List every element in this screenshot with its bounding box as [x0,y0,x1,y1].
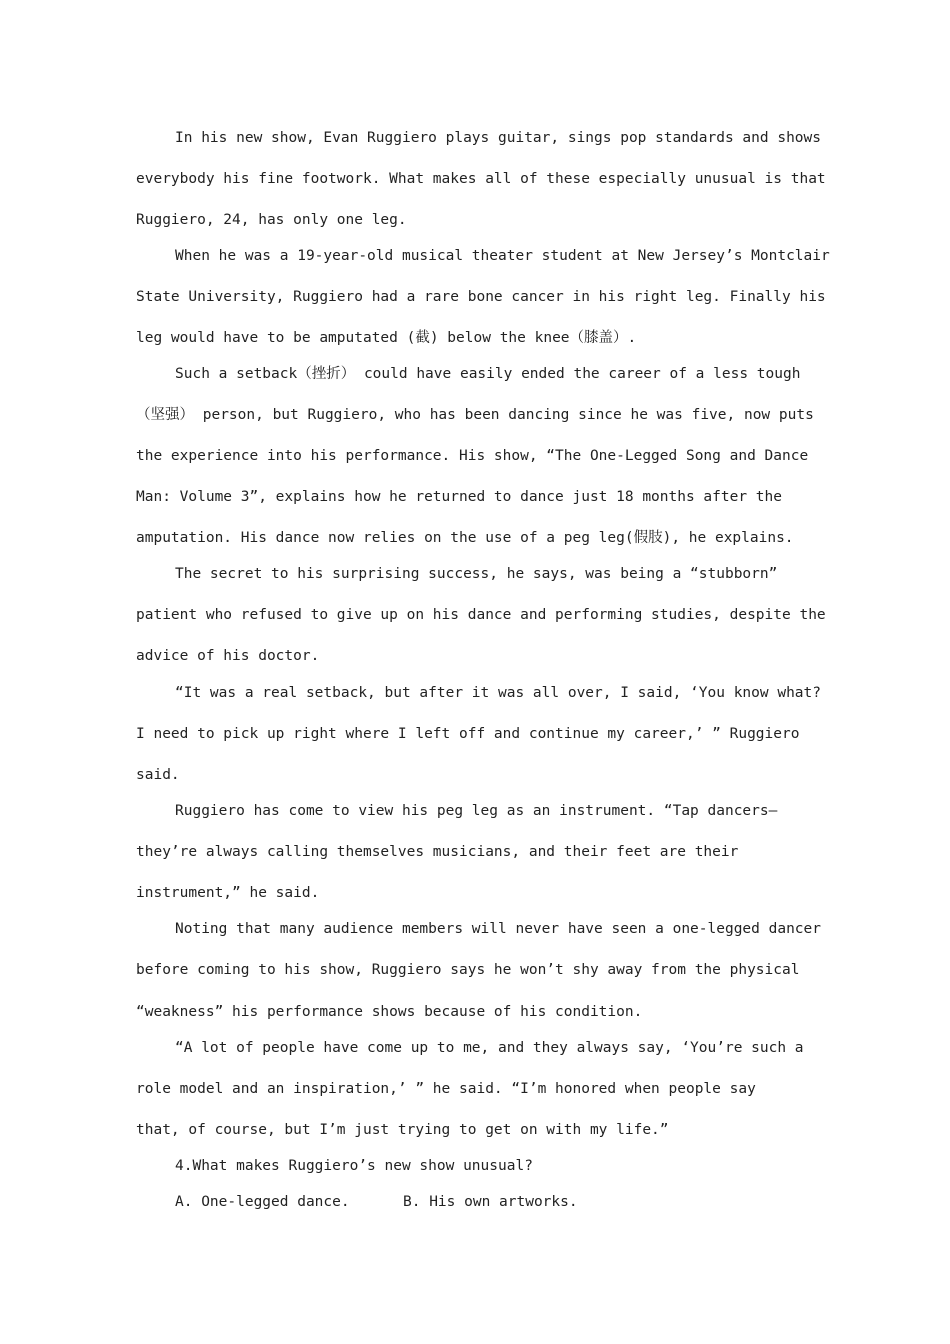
paragraph-line: （坚强） person, but Ruggiero, who has been dancing since he was five, now puts [136,407,814,423]
option-b: B. His own artworks. [403,1194,578,1210]
paragraph-line: “It was a real setback, but after it was all over, I said, ‘You know what? [175,685,822,701]
paragraph-line: Man: Volume 3”, explains how he returned to dance just 18 months after the [136,489,783,505]
paragraph-line: said. [136,767,180,783]
paragraph-line: In his new show, Evan Ruggiero plays guitar, sings pop standards and shows [175,130,822,146]
paragraph-line: patient who refused to give up on his dance and performing studies, despite the [136,607,826,623]
paragraph-line: advice of his doctor. [136,648,320,664]
paragraph-line: the experience into his performance. His show, “The One-Legged Song and Dance [136,448,809,464]
paragraph-line: I need to pick up right where I left off and continue my career,’ ” Ruggiero [136,726,800,742]
paragraph-line: Noting that many audience members will never have seen a one-legged dancer [175,921,822,937]
paragraph-line: State University, Ruggiero had a rare bone cancer in his right leg. Finally his [136,289,826,305]
paragraph-line: role model and an inspiration,’ ” he said. “I’m honored when people say [136,1081,756,1097]
question-stem: 4.What makes Ruggiero’s new show unusual? [175,1158,533,1174]
paragraph-line: everybody his fine footwork. What makes all of these especially unusual is that [136,171,826,187]
paragraph-line: Ruggiero, 24, has only one leg. [136,212,407,228]
paragraph-line: The secret to his surprising success, he says, was being a “stubborn” [175,566,778,582]
paragraph-line: When he was a 19-year-old musical theater student at New Jersey’s Montclair [175,248,830,264]
paragraph-line: instrument,” he said. [136,885,320,901]
paragraph-line: before coming to his show, Ruggiero says he won’t shy away from the physical [136,962,800,978]
option-a: A. One-legged dance. [175,1194,350,1210]
paragraph-line: “A lot of people have come up to me, and they always say, ‘You’re such a [175,1040,804,1056]
paragraph-line: they’re always calling themselves musicians, and their feet are their [136,844,739,860]
paragraph-line: that, of course, but I’m just trying to get on with my life.” [136,1122,669,1138]
paragraph-line: leg would have to be amputated (截) below the knee（膝盖）. [136,330,637,346]
paragraph-line: amputation. His dance now relies on the use of a peg leg(假肢), he explains. [136,530,794,546]
paragraph-line: Ruggiero has come to view his peg leg as an instrument. “Tap dancers— [175,803,778,819]
paragraph-line: Such a setback（挫折） could have easily ended the career of a less tough [175,366,801,382]
paragraph-line: “weakness” his performance shows because of his condition. [136,1004,643,1020]
